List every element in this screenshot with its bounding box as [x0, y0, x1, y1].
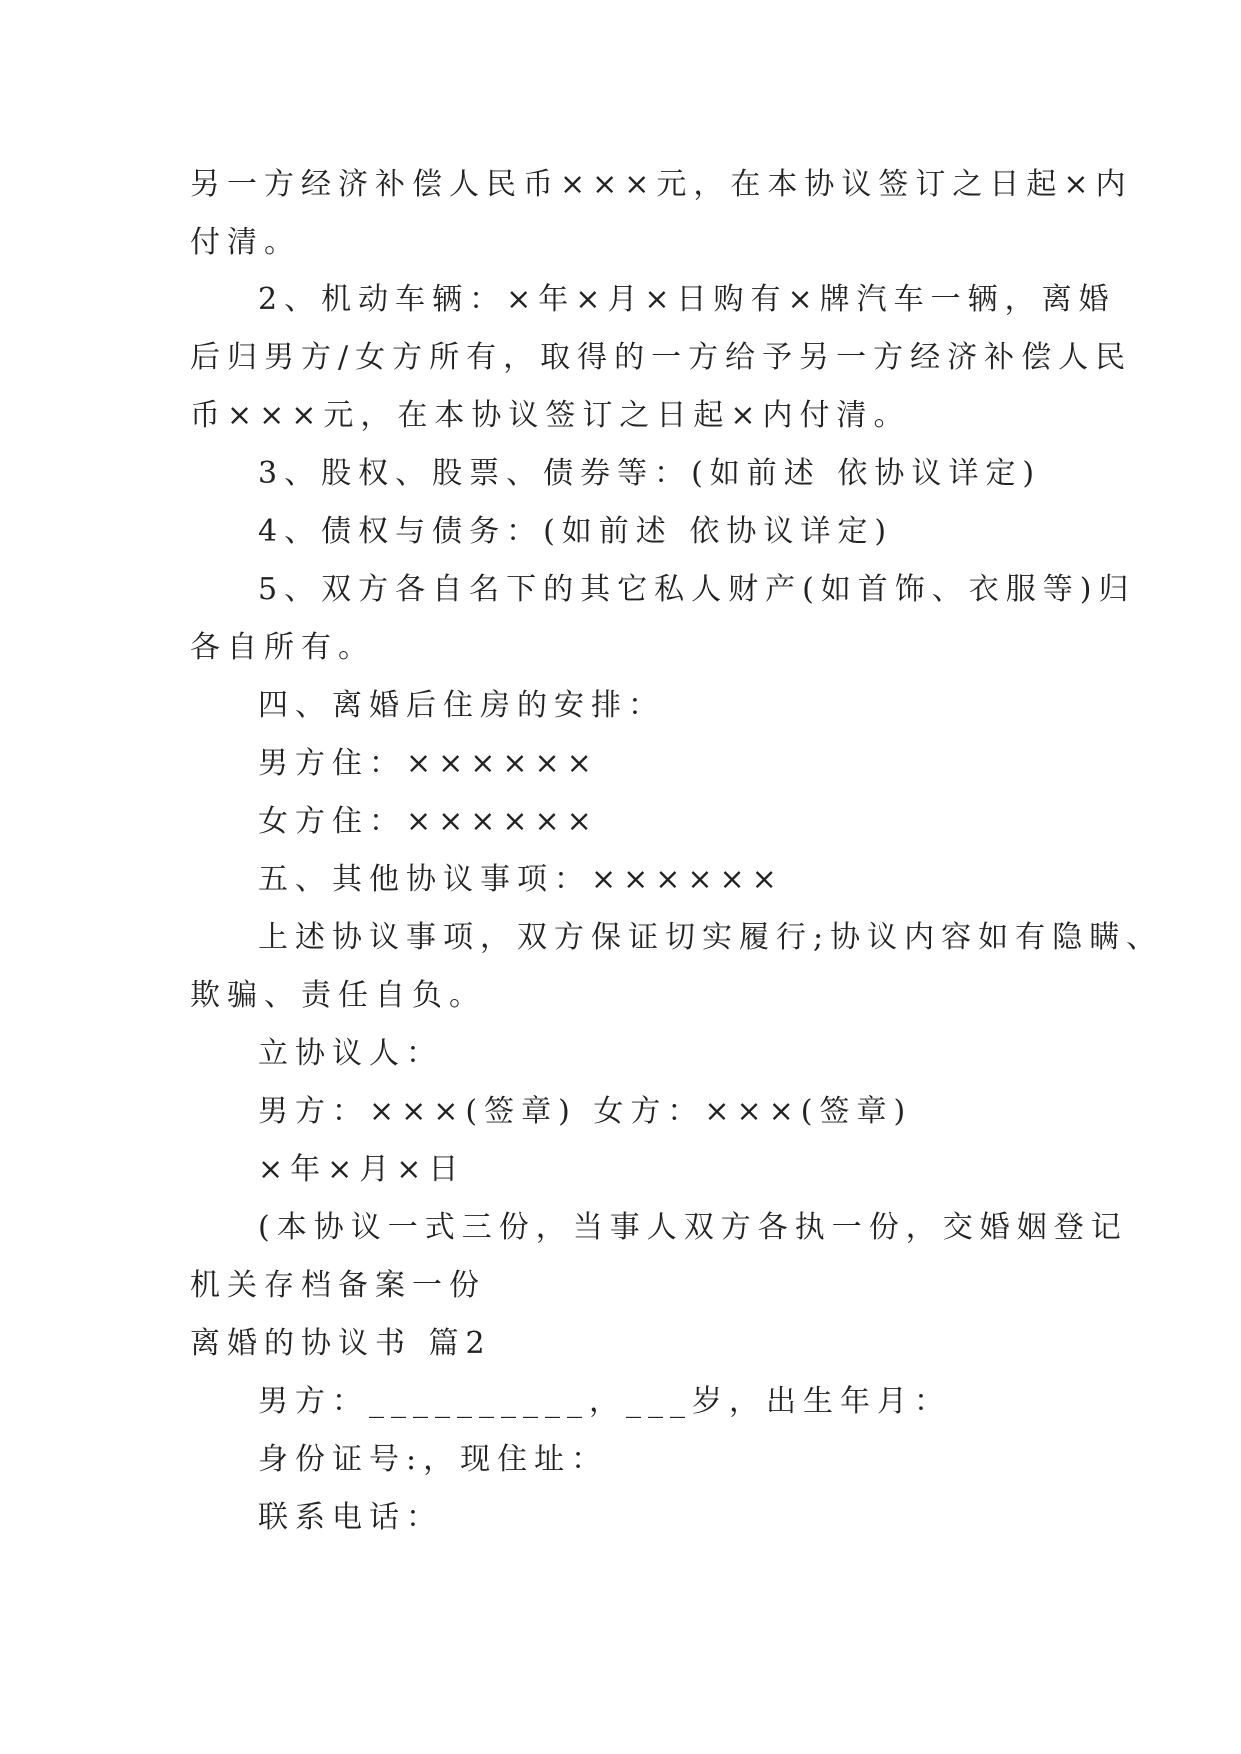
text-line: 3、股权、股票、债券等：(如前述 依协议详定) [258, 456, 1042, 491]
signature-line: 男方：×××(签章) 女方：×××(签章) [258, 1094, 913, 1129]
text-line: 男方住：×××××× [258, 746, 599, 781]
text-line: 上述协议事项，双方保证切实履行;协议内容如有隐瞒、 [258, 920, 1164, 955]
section-heading: 四、离婚后住房的安排： [258, 688, 665, 723]
text-line: 4、债权与债务：(如前述 依协议详定) [258, 514, 894, 549]
text-line: (本协议一式三份，当事人双方各执一份，交婚姻登记 [258, 1210, 1128, 1245]
text-line: 身份证号:，现住址： [258, 1442, 609, 1477]
text-line: 欺骗、责任自负。 [190, 978, 486, 1013]
text-line: 币×××元，在本协议签订之日起×内付清。 [190, 398, 911, 433]
text-line: 付清。 [190, 225, 301, 260]
text-line: 机关存档备案一份 [190, 1268, 486, 1303]
text-line: 2、机动车辆：×年×月×日购有×牌汽车一辆，离婚 [258, 282, 1116, 317]
text-line: 男方：__________，___岁，出生年月： [258, 1384, 951, 1419]
text-line: 另一方经济补偿人民币×××元，在本协议签订之日起×内 [190, 167, 1133, 202]
text-line: 立协议人： [258, 1036, 443, 1071]
text-line: 5、双方各自名下的其它私人财产(如首饰、衣服等)归 [258, 572, 1136, 607]
document-title: 离婚的协议书 篇2 [190, 1326, 492, 1361]
section-heading: 五、其他协议事项：×××××× [258, 862, 784, 897]
text-line: 后归男方/女方所有，取得的一方给予另一方经济补偿人民 [190, 340, 1133, 375]
date-line: ×年×月×日 [258, 1152, 466, 1187]
text-line: 各自所有。 [190, 630, 375, 665]
text-line: 联系电话： [258, 1500, 443, 1535]
text-line: 女方住：×××××× [258, 804, 599, 839]
